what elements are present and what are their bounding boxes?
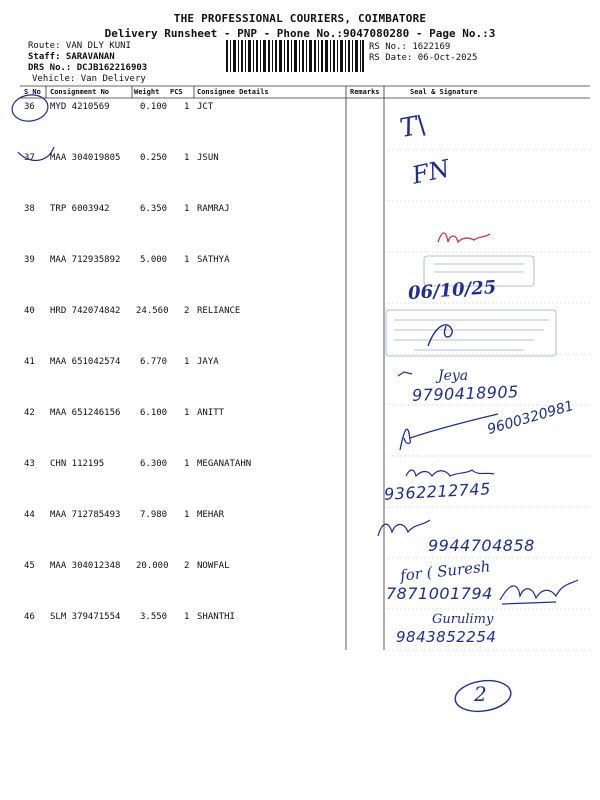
row-consignment-no: HRD 742074842	[50, 306, 121, 316]
row-pcs: 1	[184, 255, 190, 265]
row-pcs: 1	[184, 612, 190, 622]
row-consignment-no: MAA 712785493	[50, 510, 121, 520]
phone-row-44: 9944704858	[428, 536, 535, 555]
report-title: THE PROFESSIONAL COURIERS, COIMBATORE	[173, 12, 427, 25]
row-consignee: RAMRAJ	[197, 204, 230, 214]
row-consignment-no: TRP 6003942	[50, 204, 110, 214]
row-consignee: MEGANATAHN	[197, 459, 252, 469]
row-sno: 37	[24, 153, 35, 163]
drs-number: DRS No.: DCJB162216903	[28, 63, 148, 73]
phone-row-42: 9600320981	[485, 398, 576, 438]
vehicle-label: Vehicle: Van Delivery	[32, 74, 146, 84]
row-sno: 38	[24, 204, 35, 214]
signature-row-45	[496, 576, 582, 610]
tick-mark-row-41	[396, 368, 416, 382]
col-header-consignment: Consignment No	[50, 88, 110, 96]
row-consignee: JSUN	[197, 153, 219, 163]
signature-row-37: FN	[409, 154, 453, 190]
row-weight: 7.980	[140, 510, 168, 520]
row-consignment-no: MAA 651042574	[50, 357, 121, 367]
barcode	[226, 40, 364, 72]
phone-row-41: 9790418905	[411, 382, 520, 405]
page-mark-number: 2	[474, 682, 487, 706]
row-weight: 0.250	[140, 153, 168, 163]
row-pcs: 1	[184, 510, 190, 520]
col-header-sno: S No	[24, 88, 41, 96]
row-sno: 46	[24, 612, 35, 622]
row-sno: 36	[24, 102, 35, 112]
row-consignment-no: CHN 112195	[50, 459, 105, 469]
row-pcs: 1	[184, 459, 190, 469]
row-weight: 5.000	[140, 255, 168, 265]
company-stamp-marks	[384, 254, 590, 364]
row-weight: 6.100	[140, 408, 168, 418]
row-weight: 6.770	[140, 357, 168, 367]
row-pcs: 1	[184, 357, 190, 367]
col-header-seal-signature: Seal & Signature	[410, 88, 478, 96]
row-pcs: 1	[184, 408, 190, 418]
row-consignee: ANITT	[197, 408, 225, 418]
staff-label: Staff: SARAVANAN	[28, 52, 115, 62]
row-pcs: 1	[184, 102, 190, 112]
row-sno: 39	[24, 255, 35, 265]
row-consignment-no: MAA 651246156	[50, 408, 121, 418]
signature-name-row-45: for ( Suresh	[399, 557, 492, 585]
row-consignee: NOWFAL	[197, 561, 230, 571]
report-subtitle: Delivery Runsheet - PNP - Phone No.:9047080280 - Page No.:3	[104, 27, 496, 40]
row-consignment-no: MAA 304019805	[50, 153, 121, 163]
row-consignee: MEHAR	[197, 510, 225, 520]
row-sno: 41	[24, 357, 35, 367]
signature-name-row-41: Jeya	[438, 368, 469, 384]
row-weight: 3.550	[140, 612, 168, 622]
row-weight: 0.100	[140, 102, 168, 112]
rs-number: RS No.: 1622169	[369, 42, 451, 52]
row-consignee: SHANTHI	[197, 612, 235, 622]
row-consignment-no: SLM 379471554	[50, 612, 121, 622]
col-header-consignee: Consignee Details	[197, 88, 269, 96]
phone-row-45: 7871001794	[386, 584, 493, 603]
col-header-pcs: PCS	[170, 88, 183, 96]
rs-date: RS Date: 06-Oct-2025	[369, 53, 478, 63]
row-consignment-no: MYD 4210569	[50, 102, 110, 112]
row-weight: 6.300	[140, 459, 168, 469]
signature-date-row-40: 06/10/25	[407, 276, 497, 305]
row-sno: 40	[24, 306, 35, 316]
sno-circle-marks	[0, 92, 60, 172]
row-pcs: 1	[184, 153, 190, 163]
signature-name-row-46: Gurulimy	[432, 612, 494, 627]
route-label: Route: VAN DLY KUNI	[28, 41, 131, 51]
signature-row-40	[422, 316, 462, 352]
row-pcs: 1	[184, 204, 190, 214]
col-header-remarks: Remarks	[350, 88, 380, 96]
signature-row-39	[434, 226, 494, 250]
row-weight: 24.560	[136, 306, 169, 316]
row-consignee: JAYA	[197, 357, 219, 367]
row-consignee: RELIANCE	[197, 306, 241, 316]
signature-row-44	[374, 512, 434, 542]
row-pcs: 2	[184, 561, 190, 571]
row-sno: 42	[24, 408, 35, 418]
row-consignee: SATHYA	[197, 255, 230, 265]
row-consignment-no: MAA 712935892	[50, 255, 121, 265]
phone-row-43: 9362212745	[383, 479, 492, 504]
row-sno: 43	[24, 459, 35, 469]
phone-row-46: 9843852254	[396, 628, 497, 646]
row-sno: 45	[24, 561, 35, 571]
col-header-weight: Weight	[134, 88, 160, 96]
signature-row-36: T\	[397, 109, 429, 145]
row-pcs: 2	[184, 306, 190, 316]
row-consignment-no: MAA 304012348	[50, 561, 121, 571]
row-weight: 20.000	[136, 561, 169, 571]
row-sno: 44	[24, 510, 35, 520]
row-consignee: JCT	[197, 102, 214, 112]
row-weight: 6.350	[140, 204, 168, 214]
